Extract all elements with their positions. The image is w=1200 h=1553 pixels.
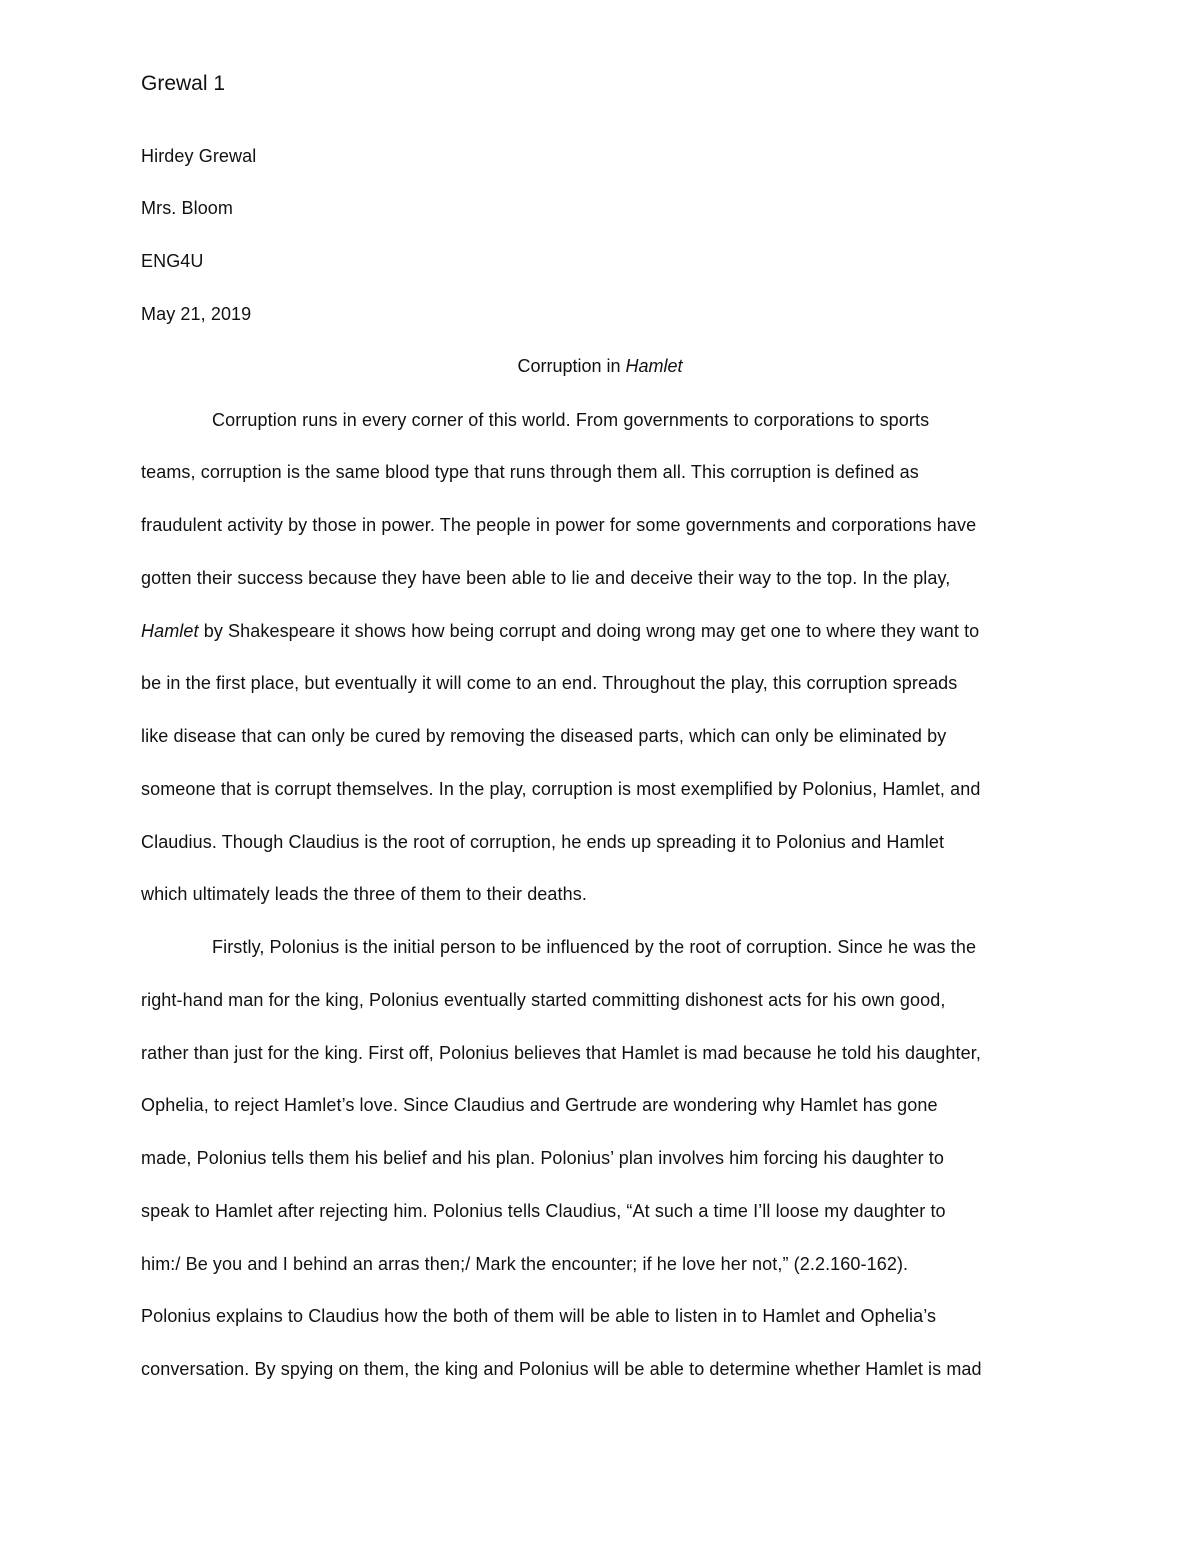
body-line: someone that is corrupt themselves. In the play, corruption is most exemplified by Polonius, Hamlet, and xyxy=(141,779,981,799)
body-line: Polonius explains to Claudius how the both of them will be able to listen in to Hamlet and Ophelia’s xyxy=(141,1306,937,1326)
running-head: Grewal 1 xyxy=(141,72,226,95)
body-line: Claudius. Though Claudius is the root of corruption, he ends up spreading it to Polonius and Hamlet xyxy=(141,832,945,852)
body-line: be in the first place, but eventually it will come to an end. Throughout the play, this corruption spreads xyxy=(141,673,958,693)
body-line: right-hand man for the king, Polonius eventually started committing dishonest acts for his own good, xyxy=(141,990,946,1010)
date: May 21, 2019 xyxy=(141,304,252,324)
essay-title-prefix: Corruption in xyxy=(517,356,626,376)
body-line xyxy=(141,619,979,643)
student-name: Hirdey Grewal xyxy=(141,146,257,166)
body-line: made, Polonius tells them his belief and his plan. Polonius’ plan involves him forcing his daughter to xyxy=(141,1148,944,1168)
body-line: which ultimately leads the three of them to their deaths. xyxy=(141,884,587,904)
body-line: teams, corruption is the same blood type that runs through them all. This corruption is defined as xyxy=(141,462,919,482)
essay-title xyxy=(0,354,1200,378)
body-line: like disease that can only be cured by removing the diseased parts, which can only be eliminated by xyxy=(141,726,947,746)
body-line: Corruption runs in every corner of this world. From governments to corporations to sports xyxy=(212,410,930,430)
essay-title-italic: Hamlet xyxy=(625,356,683,376)
body-line: fraudulent activity by those in power. The people in power for some governments and corporations have xyxy=(141,515,977,535)
body-line: Firstly, Polonius is the initial person to be influenced by the root of corruption. Since he was the xyxy=(212,937,977,957)
body-line-italic: Hamlet xyxy=(141,621,199,641)
course-code: ENG4U xyxy=(141,251,204,271)
body-line: conversation. By spying on them, the king and Polonius will be able to determine whether Hamlet is mad xyxy=(141,1359,982,1379)
body-line: speak to Hamlet after rejecting him. Polonius tells Claudius, “At such a time I’ll loose my daughter to xyxy=(141,1201,946,1221)
body-line: him:/ Be you and I behind an arras then;/ Mark the encounter; if he love her not,” (2.2.160-162). xyxy=(141,1254,909,1274)
body-line-rest: by Shakespeare it shows how being corrupt and doing wrong may get one to where they want to xyxy=(198,621,980,641)
body-line: Ophelia, to reject Hamlet’s love. Since Claudius and Gertrude are wondering why Hamlet has gone xyxy=(141,1095,938,1115)
teacher-name: Mrs. Bloom xyxy=(141,198,234,218)
body-line: rather than just for the king. First off, Polonius believes that Hamlet is mad because he told his daughter, xyxy=(141,1043,981,1063)
body-line: gotten their success because they have been able to lie and deceive their way to the top. In the play, xyxy=(141,568,951,588)
